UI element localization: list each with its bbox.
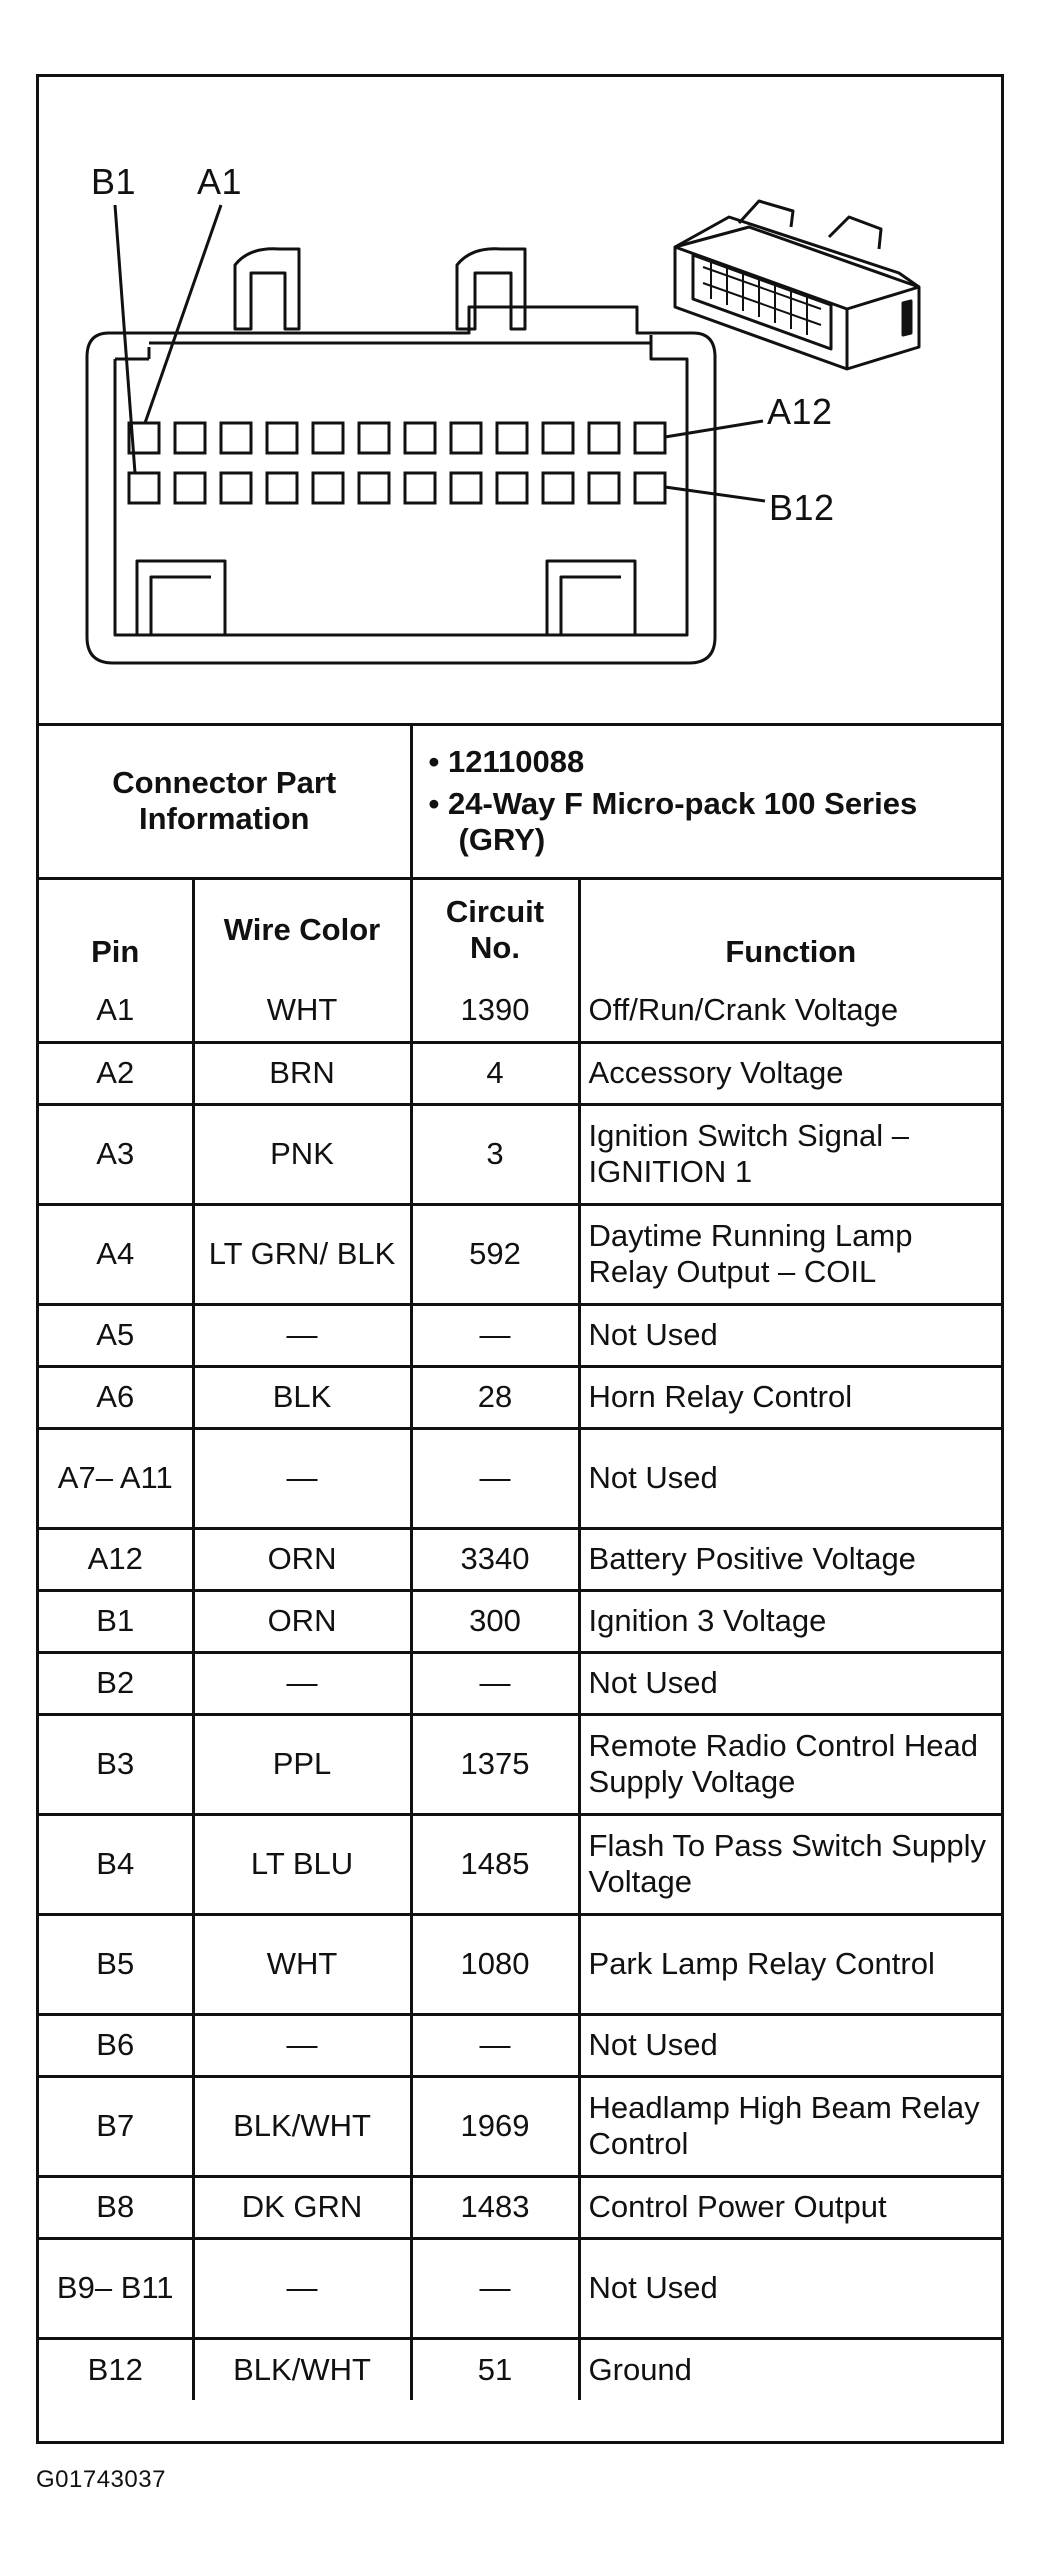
wire-color-cell: ORN [193, 1528, 411, 1590]
function-cell: Ignition 3 Voltage [579, 1590, 1001, 1652]
connector-info-values [411, 726, 1001, 878]
pinout-table [39, 726, 1001, 2400]
table-row [39, 1528, 1001, 1590]
table-row [39, 1366, 1001, 1428]
pin-cell: B2 [39, 1652, 193, 1714]
circuit-number-cell: 1969 [411, 2076, 579, 2176]
wire-color-cell: — [193, 2014, 411, 2076]
function-cell: Battery Positive Voltage [579, 1528, 1001, 1590]
function-cell: Not Used [579, 2014, 1001, 2076]
wire-color-cell: — [193, 1304, 411, 1366]
pin-rows [39, 980, 1001, 2400]
circuit-number-cell: — [411, 1428, 579, 1528]
pin-row-b [129, 473, 665, 503]
pin-cell: A1 [39, 980, 193, 1042]
wire-color-cell: LT GRN/ BLK [193, 1204, 411, 1304]
pin-cell: B3 [39, 1714, 193, 1814]
pin-cell: B8 [39, 2176, 193, 2238]
wire-color-cell: PNK [193, 1104, 411, 1204]
connector-part-number: • 12110088 [428, 744, 585, 780]
function-cell: Accessory Voltage [579, 1042, 1001, 1104]
function-cell: Ignition Switch Signal – IGNITION 1 [579, 1104, 1001, 1204]
pin-cell: A6 [39, 1366, 193, 1428]
wire-color-cell: — [193, 1652, 411, 1714]
function-cell: Ground [579, 2338, 1001, 2400]
pin-cell: B9– B11 [39, 2238, 193, 2338]
header-circuit-no: Circuit No. [411, 878, 579, 980]
table-row [39, 2014, 1001, 2076]
pin-cell: B5 [39, 1914, 193, 2014]
wire-color-cell: LT BLU [193, 1814, 411, 1914]
header-function: Function [579, 878, 1001, 980]
pin-cell: A3 [39, 1104, 193, 1204]
connector-info-title: Connector Part Information [39, 726, 411, 878]
table-row [39, 1104, 1001, 1204]
pin-cell: A7– A11 [39, 1428, 193, 1528]
circuit-number-cell: 1390 [411, 980, 579, 1042]
table-row [39, 2176, 1001, 2238]
function-cell: Not Used [579, 1652, 1001, 1714]
callout-a1: A1 [197, 161, 243, 202]
table-row [39, 2238, 1001, 2338]
circuit-number-cell: 1375 [411, 1714, 579, 1814]
wire-color-cell: — [193, 1428, 411, 1528]
connector-right-latch [457, 249, 525, 329]
figure-id: G01743037 [36, 2466, 166, 2493]
function-cell: Not Used [579, 1304, 1001, 1366]
circuit-number-cell: 51 [411, 2338, 579, 2400]
connector-description: • 24-Way F Micro-pack 100 Series (GRY) [428, 786, 918, 858]
wire-color-cell: ORN [193, 1590, 411, 1652]
wire-color-cell: BLK/WHT [193, 2338, 411, 2400]
callout-leaders [115, 205, 765, 501]
pin-cell: B6 [39, 2014, 193, 2076]
pin-cell: B1 [39, 1590, 193, 1652]
wire-color-cell: BRN [193, 1042, 411, 1104]
wire-color-cell: — [193, 2238, 411, 2338]
wire-color-cell: PPL [193, 1714, 411, 1814]
function-cell: Control Power Output [579, 2176, 1001, 2238]
circuit-number-cell: — [411, 1304, 579, 1366]
table-header-row [39, 878, 1001, 980]
callout-b1: B1 [91, 161, 137, 202]
circuit-number-cell: — [411, 2238, 579, 2338]
circuit-number-cell: — [411, 1652, 579, 1714]
circuit-number-cell: 4 [411, 1042, 579, 1104]
function-cell: Horn Relay Control [579, 1366, 1001, 1428]
connector-left-latch [235, 249, 299, 329]
pin-cell: A2 [39, 1042, 193, 1104]
circuit-number-cell: — [411, 2014, 579, 2076]
table-row [39, 980, 1001, 1042]
circuit-number-cell: 28 [411, 1366, 579, 1428]
function-cell: Flash To Pass Switch Supply Voltage [579, 1814, 1001, 1914]
header-pin: Pin [39, 878, 193, 980]
circuit-number-cell: 1483 [411, 2176, 579, 2238]
pin-cell: B12 [39, 2338, 193, 2400]
function-cell: Not Used [579, 2238, 1001, 2338]
connector-face-drawing [39, 77, 1001, 723]
circuit-number-cell: 592 [411, 1204, 579, 1304]
pin-cell: B7 [39, 2076, 193, 2176]
connector-info-row [39, 726, 1001, 878]
table-row [39, 1714, 1001, 1814]
wire-color-cell: BLK/WHT [193, 2076, 411, 2176]
table-row [39, 1590, 1001, 1652]
connector-figure [36, 74, 1004, 2444]
function-cell: Daytime Running Lamp Relay Output – COIL [579, 1204, 1001, 1304]
wire-color-cell: WHT [193, 1914, 411, 2014]
pin-cell: A4 [39, 1204, 193, 1304]
table-row [39, 2076, 1001, 2176]
table-row [39, 1204, 1001, 1304]
pin-row-a [129, 423, 665, 453]
wire-color-cell: DK GRN [193, 2176, 411, 2238]
table-row [39, 2338, 1001, 2400]
pin-cell: A5 [39, 1304, 193, 1366]
connector-inner-wall [115, 335, 687, 635]
table-row [39, 1814, 1001, 1914]
circuit-number-cell: 1485 [411, 1814, 579, 1914]
connector-housing-outline [87, 307, 715, 663]
function-cell: Not Used [579, 1428, 1001, 1528]
connector-face-diagram [39, 77, 1001, 726]
callout-b12: B12 [769, 487, 835, 528]
header-wire-color: Wire Color [193, 878, 411, 980]
function-cell: Remote Radio Control Head Supply Voltage [579, 1714, 1001, 1814]
wire-color-cell: BLK [193, 1366, 411, 1428]
table-row [39, 1042, 1001, 1104]
table-row [39, 1428, 1001, 1528]
table-row [39, 1652, 1001, 1714]
pin-cell: A12 [39, 1528, 193, 1590]
pin-cell: B4 [39, 1814, 193, 1914]
circuit-number-cell: 1080 [411, 1914, 579, 2014]
table-row [39, 1304, 1001, 1366]
table-row [39, 1914, 1001, 2014]
circuit-number-cell: 3340 [411, 1528, 579, 1590]
wire-color-cell: WHT [193, 980, 411, 1042]
circuit-number-cell: 3 [411, 1104, 579, 1204]
callout-a12: A12 [767, 391, 833, 432]
function-cell: Off/Run/Crank Voltage [579, 980, 1001, 1042]
function-cell: Park Lamp Relay Control [579, 1914, 1001, 2014]
function-cell: Headlamp High Beam Relay Control [579, 2076, 1001, 2176]
circuit-number-cell: 300 [411, 1590, 579, 1652]
